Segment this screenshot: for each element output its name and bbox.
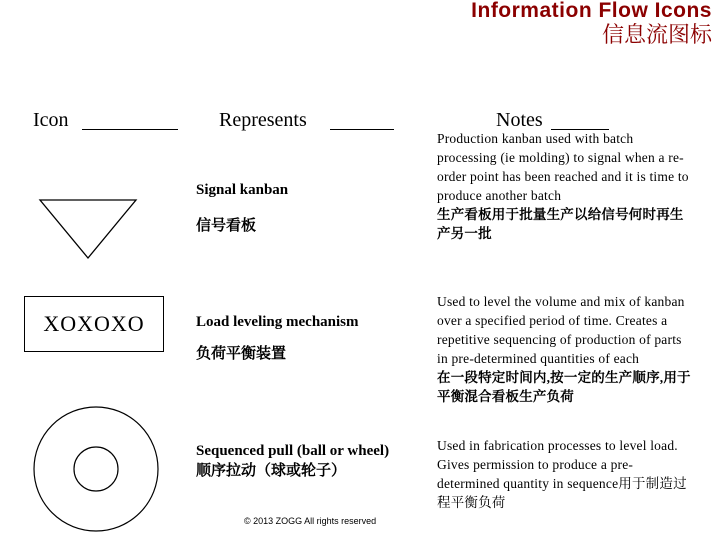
header-notes: Notes [496, 109, 543, 131]
load-leveling-xoxo-icon [24, 296, 164, 352]
sequenced-pull-label: Sequenced pull (ball or wheel)顺序拉动（球或轮子） [196, 443, 390, 479]
header-icon-underline [82, 129, 178, 130]
signal-kanban-note-zh: 生产看板用于批量生产以给信号何时再生产另一批 [437, 207, 684, 241]
header-icon: Icon [33, 109, 69, 131]
signal-kanban-label: Signal kanban [196, 182, 289, 198]
load-leveling-note-zh: 在一段特定时间内,按一定的生产顺序,用于平衡混合看板生产负荷 [437, 370, 691, 404]
signal-kanban-note-en: Production kanban used with batch processing (ie molding) to signal when a re-order point has been reached and it is time to produce another batch [437, 131, 689, 203]
signal-kanban-triangle-icon [38, 198, 138, 260]
load-leveling-note [437, 292, 695, 406]
sequenced-pull-note: Used in fabrication processes to level load. Gives permission to produce a pre-determined quantity in sequence用于制造过程平衡负荷 [437, 438, 687, 510]
signal-kanban-note [437, 129, 695, 243]
page-title [471, 0, 712, 48]
header-represents: Represents [219, 109, 307, 131]
ball-circles-icon [30, 402, 162, 536]
copyright-footer: © 2013 ZOGG All rights reserved [244, 516, 377, 526]
signal-kanban-label-zh: 信号看板 [196, 218, 257, 234]
load-leveling-label-zh: 负荷平衡装置 [196, 346, 287, 362]
xoxo-text: XOXOXO [43, 311, 145, 336]
load-leveling-label: Load leveling mechanism [196, 314, 359, 330]
title-chinese: 信息流图标 [601, 22, 712, 47]
load-leveling-note-en: Used to level the volume and mix of kanban over a specified period of time. Creates a repetitive sequencing of production of parts in pre-determined quantities of each [437, 294, 685, 366]
title-english: Information Flow Icons [471, 0, 712, 22]
header-represents-underline [330, 129, 394, 130]
